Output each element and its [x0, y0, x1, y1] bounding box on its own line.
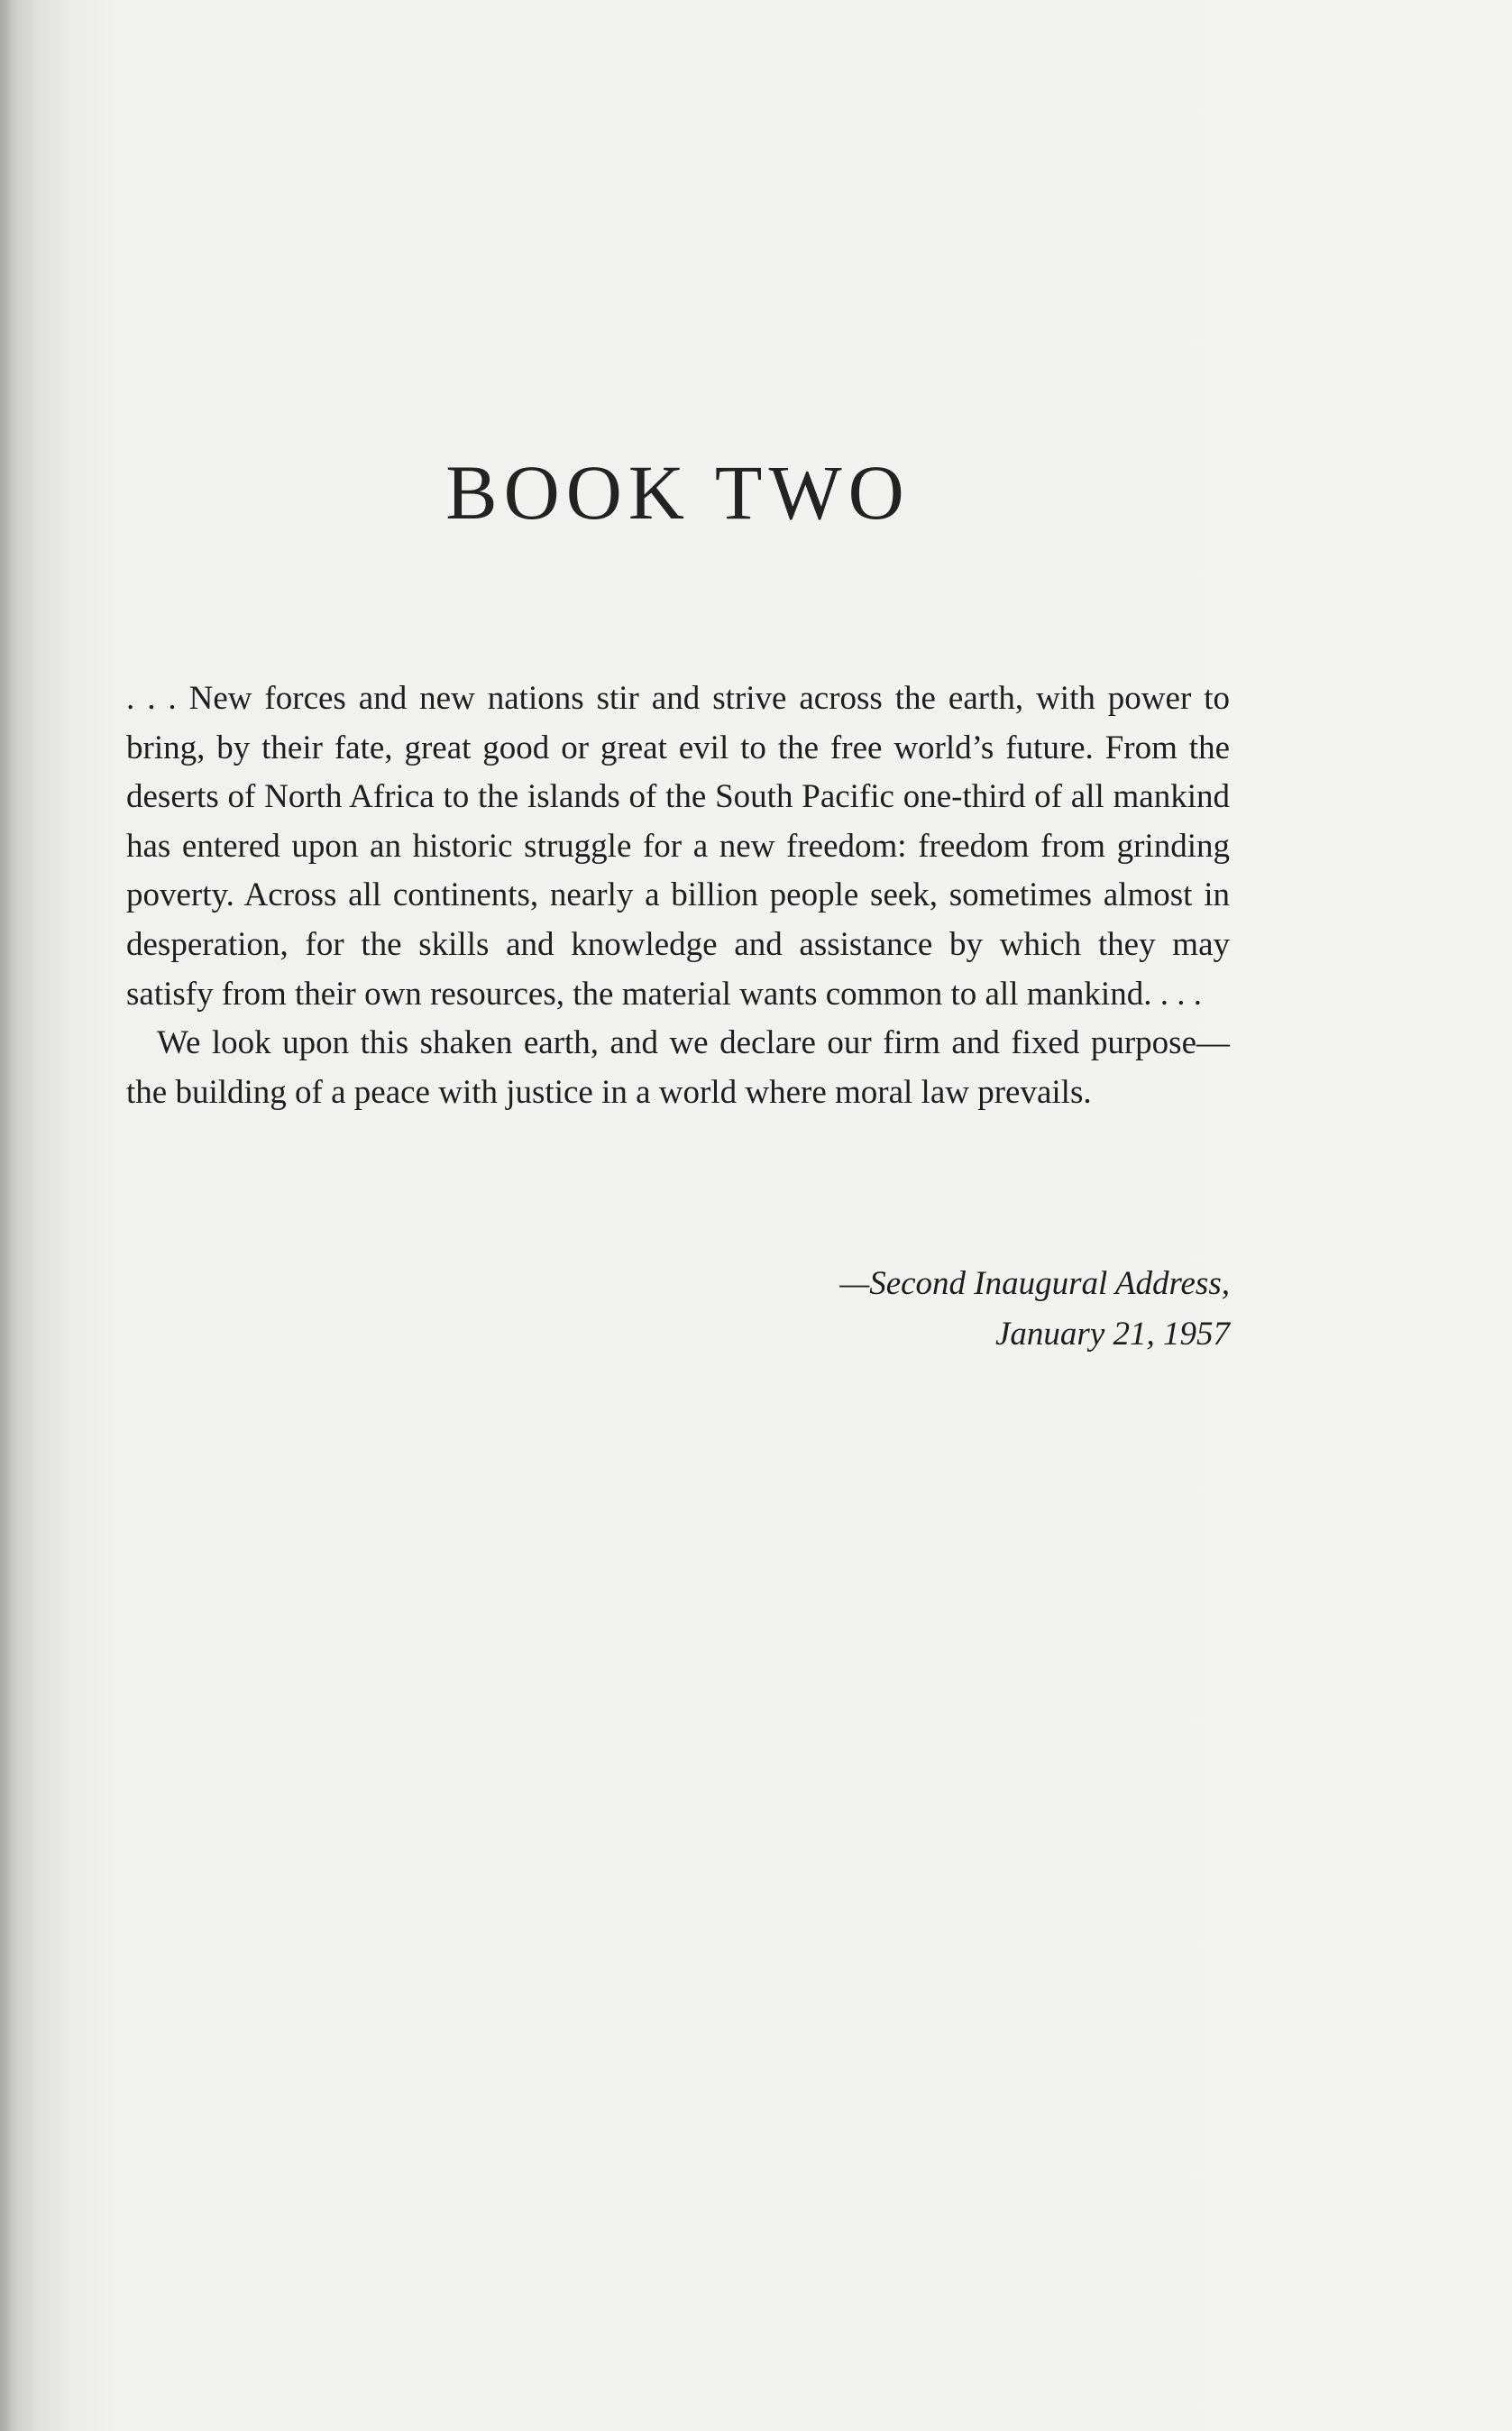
attribution-date: January 21, 1957: [995, 1316, 1230, 1353]
epigraph-paragraph-2: We look upon this shaken earth, and we declare our firm and fixed purpose—the building of a peace with justice in a world where moral law prevails.: [126, 1024, 1230, 1111]
attribution-source: —Second Inaugural Address,: [839, 1265, 1230, 1302]
book-title: BOOK TWO: [445, 449, 911, 536]
epigraph-attribution: [126, 1259, 1230, 1360]
epigraph-quote: [126, 674, 1230, 1117]
page-spine-shadow: [0, 0, 13, 2431]
epigraph-paragraph-1: . . . New forces and new nations stir and strive across the earth, with power to bring, by their fate, great good or great evil to the free world’s future. From the deserts of North Africa to the islands of the South Pacific one-third of all mankind has entered upon an historic struggle for a new freedom: freedom from grinding poverty. Across all continents, nearly a billion people seek, sometimes almost in desperation, for the skills and knowledge and assistance by which they may satisfy from their own resources, the material wants common to all mankind. . . .: [126, 680, 1230, 1013]
